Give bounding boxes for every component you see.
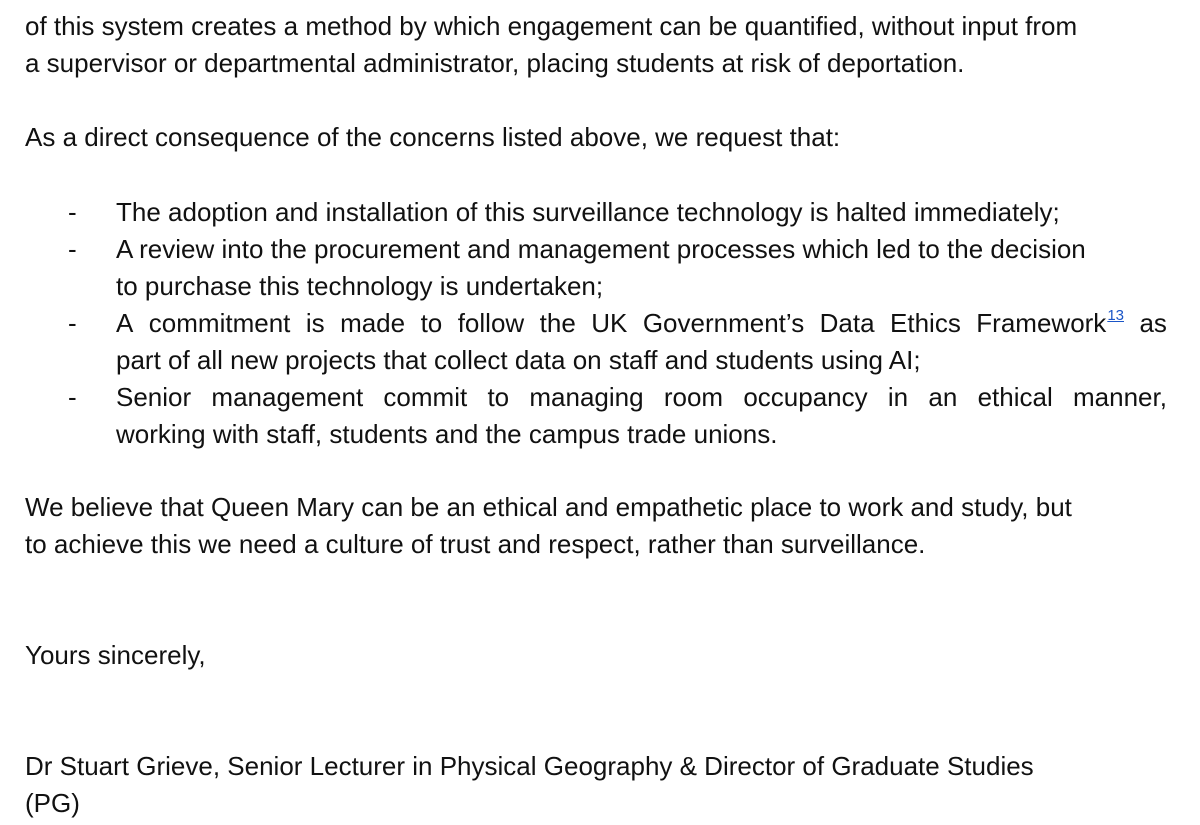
list-item-text: to purchase this technology is undertaken;: [116, 271, 604, 301]
word: managing: [529, 382, 644, 412]
word: ethical: [977, 382, 1053, 412]
word: occupancy: [743, 382, 868, 412]
word: manner,: [1072, 382, 1167, 412]
list-item-text-justified: [116, 305, 1167, 342]
word: UK: [591, 308, 628, 338]
word: Framework: [976, 308, 1107, 338]
intro-line-1: of this system creates a method by which engagement can be quantified, without input from: [25, 11, 1078, 41]
word: in: [887, 382, 909, 412]
list-item-text-justified: [116, 379, 1167, 416]
word: management: [211, 382, 364, 412]
word: Government’s: [642, 308, 805, 338]
word: commit: [383, 382, 468, 412]
word: A: [116, 308, 134, 338]
closing-salutation: Yours sincerely,: [25, 640, 206, 670]
word: an: [928, 382, 958, 412]
word: Ethics: [890, 308, 961, 338]
list-item-text: part of all new projects that collect data on staff and students using AI;: [116, 345, 921, 375]
intro-line-2: a supervisor or departmental administrator, placing students at risk of deportation.: [25, 48, 965, 78]
word: commitment: [148, 308, 291, 338]
request-lead: As a direct consequence of the concerns listed above, we request that:: [25, 122, 841, 152]
list-item-text: A review into the procurement and management processes which led to the decision: [116, 234, 1086, 264]
belief-line-2: to achieve this we need a culture of trust and respect, rather than surveillance.: [25, 529, 926, 559]
word: Senior: [116, 382, 192, 412]
word: the: [539, 308, 576, 338]
bullet-dash: -: [68, 234, 77, 264]
list-item-text: working with staff, students and the campus trade unions.: [116, 419, 778, 449]
word: follow: [457, 308, 525, 338]
word: made: [340, 308, 406, 338]
word: to: [420, 308, 443, 338]
footnote-link[interactable]: 13: [1107, 307, 1124, 324]
list-item-text: The adoption and installation of this surveillance technology is halted immediately;: [116, 197, 1060, 227]
word: is: [305, 308, 325, 338]
signature-line-1: Dr Stuart Grieve, Senior Lecturer in Physical Geography & Director of Graduate Studies: [25, 751, 1034, 781]
word: to: [487, 382, 510, 412]
word: as: [1139, 308, 1167, 338]
bullet-dash: -: [68, 197, 77, 227]
bullet-dash: -: [68, 382, 77, 412]
word: Data: [819, 308, 875, 338]
signature-line-2: (PG): [25, 788, 80, 818]
belief-line-1: We believe that Queen Mary can be an ethical and empathetic place to work and study, but: [25, 492, 1072, 522]
word-with-footnote: [976, 305, 1124, 342]
bullet-dash: -: [68, 308, 77, 338]
word: room: [663, 382, 724, 412]
